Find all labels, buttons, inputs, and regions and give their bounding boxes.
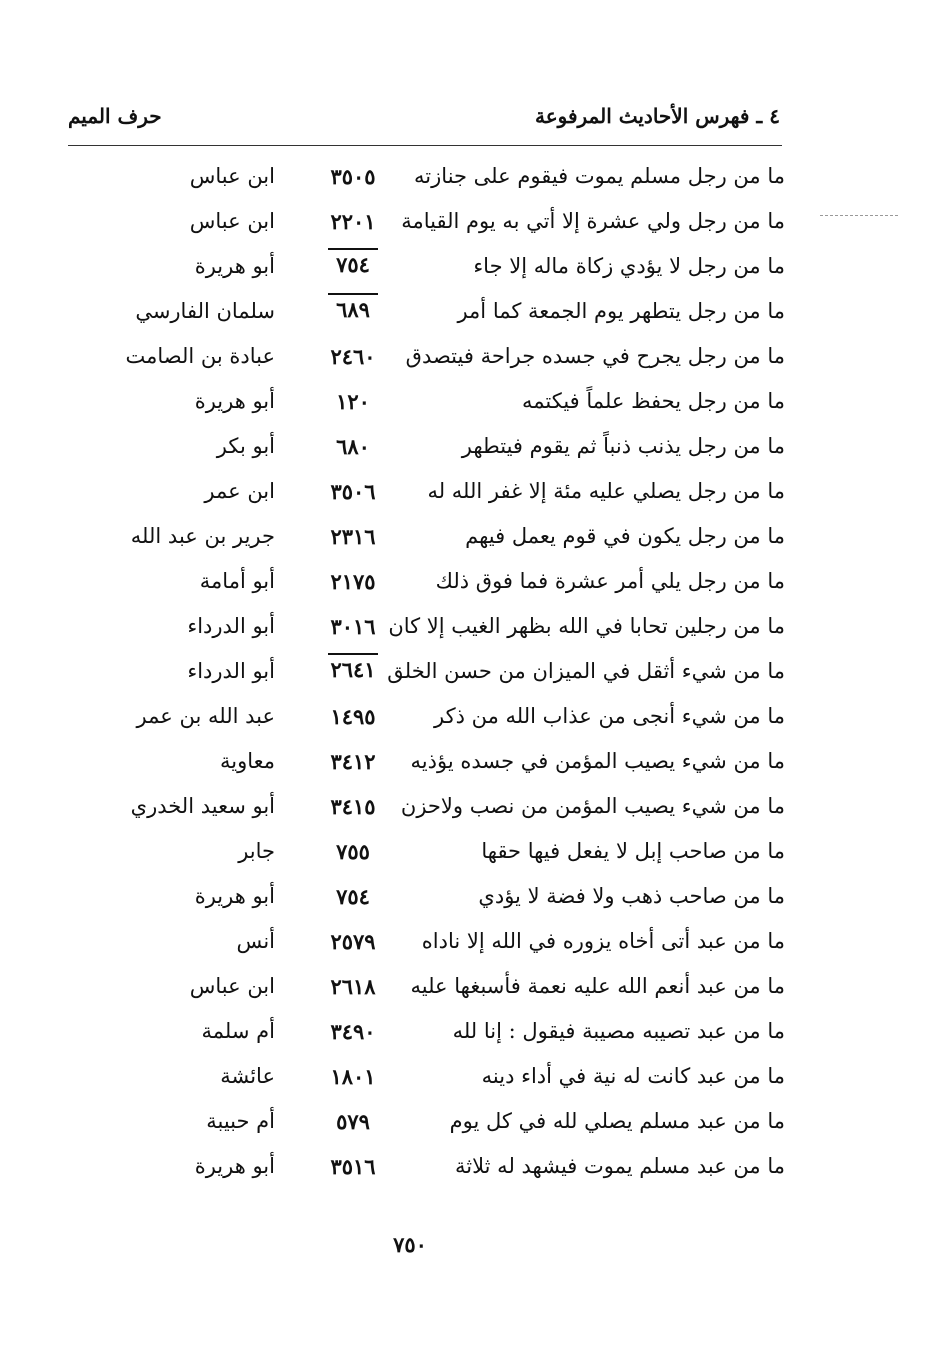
narrator: ابن عباس (189, 164, 275, 188)
narrator: جابر (238, 839, 275, 863)
hadith-number: ٢٦١٨ (330, 974, 376, 999)
index-entry (90, 1013, 785, 1058)
index-entry (90, 1058, 785, 1103)
margin-mark (820, 215, 898, 216)
hadith-number: ١٨٠١ (330, 1064, 376, 1089)
narrator: أنس (236, 929, 275, 953)
index-entry (90, 698, 785, 743)
hadith-text: ما من رجل يلي أمر عشرة فما فوق ذلك (435, 569, 785, 593)
index-entry (90, 248, 785, 293)
hadith-number: ٣٠١٦ (330, 614, 376, 639)
hadith-text: ما من شيء أثقل في الميزان من حسن الخلق (387, 659, 785, 683)
hadith-text: ما من رجل يجرح في جسده جراحة فيتصدق (405, 344, 785, 368)
narrator: عبادة بن الصامت (125, 344, 275, 368)
narrator: ابن عمر (204, 479, 275, 503)
hadith-number: ٧٥٤ (336, 884, 370, 909)
hadith-text: ما من صاحب إبل لا يفعل فيها حقها (481, 839, 785, 863)
hadith-text: ما من رجل يكون في قوم يعمل فيهم (465, 524, 785, 548)
hadith-text: ما من رجل لا يؤدي زكاة ماله إلا جاء (473, 254, 785, 278)
index-entry (90, 428, 785, 473)
hadith-number: ٣٤٩٠ (330, 1019, 376, 1044)
narrator: ابن عباس (189, 974, 275, 998)
index-entry (90, 878, 785, 923)
index-entry (90, 608, 785, 653)
hadith-number: ٢٣١٦ (330, 524, 376, 549)
narrator: معاوية (219, 749, 275, 773)
narrator: أبو بكر (216, 434, 275, 458)
hadith-number: ٢١٧٥ (330, 569, 376, 594)
index-entry (90, 518, 785, 563)
narrator: جرير بن عبد الله (130, 524, 275, 548)
hadith-text: ما من عبد أنعم الله عليه نعمة فأسبغها عليه (410, 974, 785, 998)
hadith-text: ما من شيء يصيب المؤمن من نصب ولاحزن (400, 794, 785, 818)
index-entry (90, 383, 785, 428)
hadith-text: ما من رجل يصلي عليه مئة إلا غفر الله له (427, 479, 785, 503)
index-entry (90, 923, 785, 968)
hadith-text: ما من شيء أنجى من عذاب الله من ذكر (433, 704, 785, 728)
narrator: أبو الدرداء (187, 614, 275, 638)
narrator: عبد الله بن عمر (136, 704, 275, 728)
narrator: أبو أمامة (199, 569, 275, 593)
hadith-number: ٧٥٥ (336, 839, 370, 864)
chapter-title: حرف الميم (68, 104, 162, 128)
index-entry (90, 1148, 785, 1193)
narrator: أبو هريرة (194, 254, 275, 278)
index-entry (90, 338, 785, 383)
narrator: أم حبيبة (206, 1109, 275, 1133)
index-entry (90, 653, 785, 698)
index-entry (90, 743, 785, 788)
index-entry (90, 203, 785, 248)
index-entry (90, 563, 785, 608)
hadith-index-list (90, 158, 785, 1193)
narrator: سلمان الفارسي (135, 299, 275, 323)
hadith-number: ٥٧٩ (336, 1109, 370, 1134)
hadith-text: ما من رجل مسلم يموت فيقوم على جنازته (414, 164, 785, 188)
hadith-number: ٢٤٦٠ (330, 344, 376, 369)
page-number: ٧٥٠ (393, 1232, 427, 1257)
hadith-number: ٧٥٤ (328, 248, 378, 277)
narrator: عائشة (220, 1064, 275, 1088)
hadith-text: ما من رجل ولي عشرة إلا أتي به يوم القيامة (401, 209, 785, 233)
hadith-text: ما من عبد مسلم يموت فيشهد له ثلاثة (455, 1154, 785, 1178)
hadith-text: ما من رجل يذنب ذنباً ثم يقوم فيتطهر (461, 434, 785, 458)
narrator: أبو هريرة (194, 389, 275, 413)
hadith-number: ٣٤١٢ (330, 749, 376, 774)
section-title: ٤ ـ فهرس الأحاديث المرفوعة (534, 104, 780, 128)
hadith-text: ما من رجل يحفظ علماً فيكتمه (522, 389, 785, 413)
hadith-number: ٣٥٠٦ (330, 479, 376, 504)
hadith-text: ما من عبد تصيبه مصيبة فيقول : إنا لله (452, 1019, 785, 1043)
page-header (68, 98, 780, 134)
narrator: أبو هريرة (194, 1154, 275, 1178)
narrator: أبو الدرداء (187, 659, 275, 683)
hadith-number: ١٢٠ (336, 389, 370, 414)
hadith-number: ٣٥١٦ (330, 1154, 376, 1179)
hadith-text: ما من عبد مسلم يصلي لله في كل يوم (449, 1109, 785, 1133)
index-entry (90, 1103, 785, 1148)
hadith-number: ٦٨٩ (328, 293, 378, 322)
index-entry (90, 473, 785, 518)
index-entry (90, 968, 785, 1013)
hadith-number: ٢٥٧٩ (330, 929, 376, 954)
narrator: أم سلمة (201, 1019, 275, 1043)
header-rule (68, 145, 782, 146)
hadith-text: ما من شيء يصيب المؤمن في جسده يؤذيه (410, 749, 785, 773)
hadith-number: ٣٤١٥ (330, 794, 376, 819)
index-entry (90, 788, 785, 833)
index-entry (90, 833, 785, 878)
hadith-text: ما من عبد أتى أخاه يزوره في الله إلا ناداه (421, 929, 785, 953)
hadith-text: ما من عبد كانت له نية في أداء دينه (481, 1064, 785, 1088)
hadith-text: ما من رجل يتطهر يوم الجمعة كما أمر (457, 299, 785, 323)
narrator: ابن عباس (189, 209, 275, 233)
hadith-number: ١٤٩٥ (330, 704, 376, 729)
narrator: أبو سعيد الخدري (130, 794, 275, 818)
narrator: أبو هريرة (194, 884, 275, 908)
hadith-number: ٢٢٠١ (330, 209, 376, 234)
hadith-number: ٣٥٠٥ (330, 164, 376, 189)
hadith-number: ٢٦٤١ (328, 653, 378, 682)
index-entry (90, 293, 785, 338)
index-entry (90, 158, 785, 203)
hadith-text: ما من رجلين تحابا في الله بظهر الغيب إلا كان (388, 614, 785, 638)
hadith-text: ما من صاحب ذهب ولا فضة لا يؤدي (478, 884, 785, 908)
hadith-number: ٦٨٠ (336, 434, 370, 459)
